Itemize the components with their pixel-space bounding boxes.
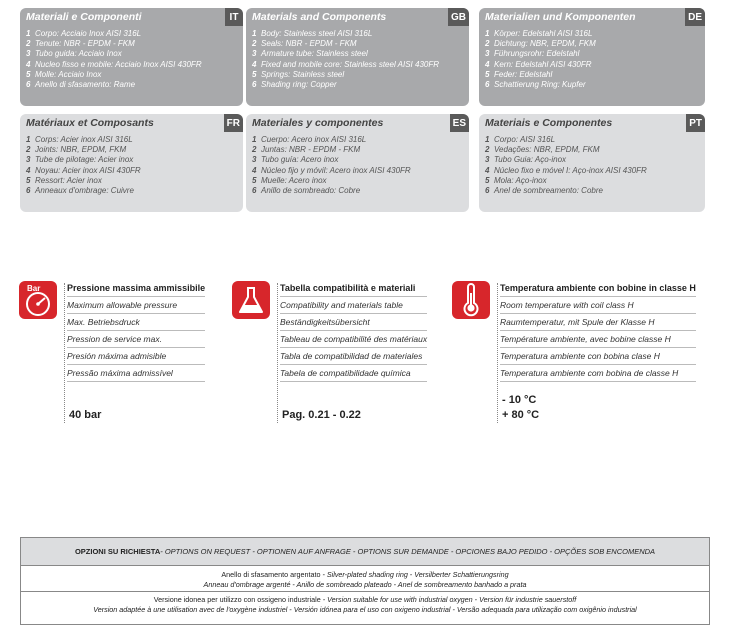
materials-list-item [252, 29, 463, 39]
item-text: Vedações: NBR, EPDM, FKM [494, 145, 600, 155]
item-text: Kern: Edelstahl AISI 430FR [494, 59, 592, 69]
materials-list-item [485, 186, 699, 196]
language-code-badge: ES [450, 114, 469, 132]
spec-row: Tabla de compatibilidad de materiales [280, 348, 427, 365]
item-number: 4 [26, 59, 31, 69]
spec-row: Compatibility and materials table [280, 297, 427, 314]
item-text: Anillo de sombreado: Cobre [261, 186, 361, 196]
option-industrial-oxygen: Versione idonea per utilizzo con ossigeno industriale - Version suitable for use with industrial oxygen - Version für industrie sauerstoff Version adaptée à une utilisation avec de l'oxygène industriel - Versión idónea para el uso con oxigeno industrial - Versão adequada para utilização com oxigênio industrial [93, 595, 637, 614]
materials-list-item [252, 70, 463, 80]
spec-row: Pression de service max. [67, 331, 205, 348]
item-text: Schattierung Ring: Kupfer [494, 80, 586, 90]
item-number: 4 [485, 165, 490, 175]
materials-list-item [485, 176, 699, 186]
materials-list-item [485, 135, 699, 145]
svg-text:Bar: Bar [27, 284, 41, 293]
item-text: Juntas: NBR - EPDM - FKM [261, 145, 361, 155]
item-number: 5 [252, 69, 257, 79]
item-number: 1 [485, 29, 490, 38]
spec-value: Pag. 0.21 - 0.22 [282, 409, 361, 421]
item-number: 5 [26, 175, 31, 185]
item-number: 6 [252, 186, 257, 196]
materials-list-item [485, 80, 699, 90]
spec-value: - 10 °C [502, 394, 537, 406]
materials-list-item [26, 39, 237, 49]
item-number: 5 [485, 69, 490, 79]
item-number: 2 [485, 39, 490, 49]
materials-list-item [26, 145, 237, 155]
item-number: 6 [252, 80, 257, 90]
item-text: Tubo Guia: Aço-inox [494, 155, 567, 165]
item-text: Dichtung: NBR, EPDM, FKM [494, 39, 596, 49]
materials-list-item [252, 176, 463, 186]
materials-list-item [485, 29, 699, 39]
item-number: 2 [26, 39, 31, 49]
materials-box-gb [246, 8, 469, 106]
materials-list-item [252, 80, 463, 90]
item-number: 1 [252, 29, 257, 38]
item-text: Muelle: Acero inox [261, 175, 327, 185]
item-number: 3 [26, 155, 31, 165]
item-number: 5 [252, 175, 257, 185]
materials-list-item [252, 155, 463, 165]
materials-list [246, 135, 469, 196]
thermometer-icon [452, 281, 490, 319]
materials-list-item [485, 155, 699, 165]
materials-box-title: Materiales y componentes [252, 117, 384, 129]
spec-row: Presión máxima admisible [67, 348, 205, 365]
item-number: 1 [252, 135, 257, 144]
item-number: 6 [485, 186, 490, 196]
spec-row: Temperatura ambiente con bobina clase H [500, 348, 696, 365]
item-number: 4 [26, 165, 31, 175]
materials-list-item [485, 70, 699, 80]
item-text: Mola: Aço-inox [494, 175, 547, 185]
pressure-gauge-icon [19, 281, 57, 319]
materials-box-title: Matériaux et Composants [26, 117, 154, 129]
materials-box-de [479, 8, 705, 106]
item-number: 4 [252, 59, 257, 69]
materials-list-item [26, 80, 237, 90]
item-text: Tenute: NBR - EPDM - FKM [35, 39, 135, 49]
item-text: Anneaux d'ombrage: Cuivre [35, 186, 134, 196]
item-number: 2 [252, 145, 257, 155]
item-number: 2 [26, 145, 31, 155]
materials-box-fr [20, 114, 243, 212]
materials-box-it [20, 8, 243, 106]
spec-title: Tabella compatibilità e materiali [280, 281, 427, 297]
materials-list [479, 29, 705, 90]
materials-list-item [26, 155, 237, 165]
item-text: Shading ring: Copper [261, 80, 337, 90]
item-text: Fixed and mobile core: Stainless steel AISI 430FR [261, 59, 440, 69]
item-number: 3 [252, 49, 257, 59]
flask-icon [232, 281, 270, 319]
item-text: Seals: NBR - EPDM - FKM [261, 39, 357, 49]
spec-row: Beständigkeitsübersicht [280, 314, 427, 331]
materials-list-item [252, 186, 463, 196]
materials-list-item [26, 49, 237, 59]
materials-list-item [485, 166, 699, 176]
materials-list-item [485, 60, 699, 70]
item-text: Körper: Edelstahl AISI 316L [494, 29, 593, 38]
spec-row: Max. Betriebsdruck [67, 314, 205, 331]
materials-list [20, 135, 243, 196]
options-header: OPZIONI SU RICHIESTA - OPTIONS ON REQUEST - OPTIONEN AUF ANFRAGE - OPTIONS SUR DEMANDE - OPCIONES BAJO PEDIDO - OPÇÕES SOB ENCOMENDA [21, 538, 709, 566]
item-number: 3 [485, 155, 490, 165]
materials-list-item [252, 135, 463, 145]
spec-row: Température ambiente, avec bobine classe H [500, 331, 696, 348]
materials-list-item [252, 39, 463, 49]
item-text: Führungsrohr: Edelstahl [494, 49, 580, 59]
item-text: Anel de sombreamento: Cobre [494, 186, 603, 196]
materials-list-item [485, 49, 699, 59]
item-text: Tubo guida: Acciaio Inox [35, 49, 122, 59]
materials-list [479, 135, 705, 196]
item-text: Tubo guía: Acero inox [261, 155, 339, 165]
materials-list-item [26, 135, 237, 145]
spec-value: + 80 °C [502, 409, 540, 421]
item-number: 5 [485, 175, 490, 185]
materials-box-title: Materialien und Komponenten [485, 11, 636, 23]
materials-box-title: Materials and Components [252, 11, 387, 23]
materials-list-item [26, 60, 237, 70]
materials-list-item [26, 29, 237, 39]
item-text: Corpo: AISI 316L [494, 135, 556, 144]
spec-row: Pressão máxima admissível [67, 365, 205, 382]
materials-box-pt [479, 114, 705, 212]
item-number: 3 [252, 155, 257, 165]
item-number: 6 [485, 80, 490, 90]
language-code-badge: IT [225, 8, 243, 26]
options-on-request-table [20, 537, 710, 625]
item-text: Body: Stainless steel AISI 316L [261, 29, 373, 38]
materials-list-item [485, 145, 699, 155]
item-text: Molle: Acciaio Inox [35, 69, 102, 79]
language-code-badge: FR [224, 114, 243, 132]
materials-list-item [252, 166, 463, 176]
item-text: Tube de pilotage: Acier inox [35, 155, 134, 165]
item-text: Joints: NBR, EPDM, FKM [35, 145, 127, 155]
language-code-badge: PT [686, 114, 705, 132]
spec-row: Tabela de compatibilidade química [280, 365, 427, 382]
option-silver-shading-ring: Anello di sfasamento argentato - Silver-plated shading ring - Versilberter Schattierungsring Anneau d'ombrage argenté - Anillo de sombreado plateado - Anel de sombreamento banhado a prata [21, 566, 709, 592]
item-text: Springs: Stainless steel [261, 69, 345, 79]
item-number: 5 [26, 69, 31, 79]
item-text: Corpo: Acciaio Inox AISI 316L [35, 29, 142, 38]
spec-row: Temperatura ambiente com bobina de classe H [500, 365, 696, 382]
materials-box-es [246, 114, 469, 212]
materials-list-item [26, 70, 237, 80]
item-text: Núcleo fijo y móvil: Acero inox AISI 430FR [261, 165, 411, 175]
item-number: 2 [252, 39, 257, 49]
materials-list-item [26, 166, 237, 176]
item-text: Armature tube: Stainless steel [261, 49, 368, 59]
materials-list [246, 29, 469, 90]
spec-row: Room temperature with coil class H [500, 297, 696, 314]
item-number: 6 [26, 80, 31, 90]
item-number: 1 [485, 135, 490, 144]
spec-value: 40 bar [69, 409, 102, 421]
materials-list-item [485, 39, 699, 49]
item-text: Ressort: Acier inox [35, 175, 102, 185]
materials-list-item [252, 145, 463, 155]
materials-list [20, 29, 243, 90]
item-number: 6 [26, 186, 31, 196]
item-text: Nucleo fisso e mobile: Acciaio Inox AISI 430FR [35, 59, 202, 69]
materials-list-item [252, 60, 463, 70]
item-number: 1 [26, 29, 31, 38]
item-number: 4 [252, 165, 257, 175]
item-number: 2 [485, 145, 490, 155]
item-text: Anello di sfasamento: Rame [35, 80, 136, 90]
item-number: 3 [485, 49, 490, 59]
materials-list-item [252, 49, 463, 59]
language-code-badge: DE [685, 8, 705, 26]
materials-box-title: Materiais e Componentes [485, 117, 613, 129]
item-number: 3 [26, 49, 31, 59]
materials-list-item [26, 186, 237, 196]
item-number: 4 [485, 59, 490, 69]
item-text: Feder: Edelstahl [494, 69, 553, 79]
item-text: Cuerpo: Acero inox AISI 316L [261, 135, 367, 144]
item-number: 1 [26, 135, 31, 144]
materials-list-item [26, 176, 237, 186]
spec-row: Maximum allowable pressure [67, 297, 205, 314]
language-code-badge: GB [448, 8, 469, 26]
materials-box-title: Materiali e Componenti [26, 11, 142, 23]
item-text: Núcleo fixo e móvel I: Aço-inox AISI 430FR [494, 165, 647, 175]
spec-row: Raumtemperatur, mit Spule der Klasse H [500, 314, 696, 331]
spec-title: Temperatura ambiente con bobine in classe H [500, 281, 696, 297]
item-text: Noyau: Acier inox AISI 430FR [35, 165, 141, 175]
item-text: Corps: Acier inox AISI 316L [35, 135, 133, 144]
spec-title: Pressione massima ammissibile [67, 281, 205, 297]
spec-row: Tableau de compatibilité des matériaux [280, 331, 427, 348]
